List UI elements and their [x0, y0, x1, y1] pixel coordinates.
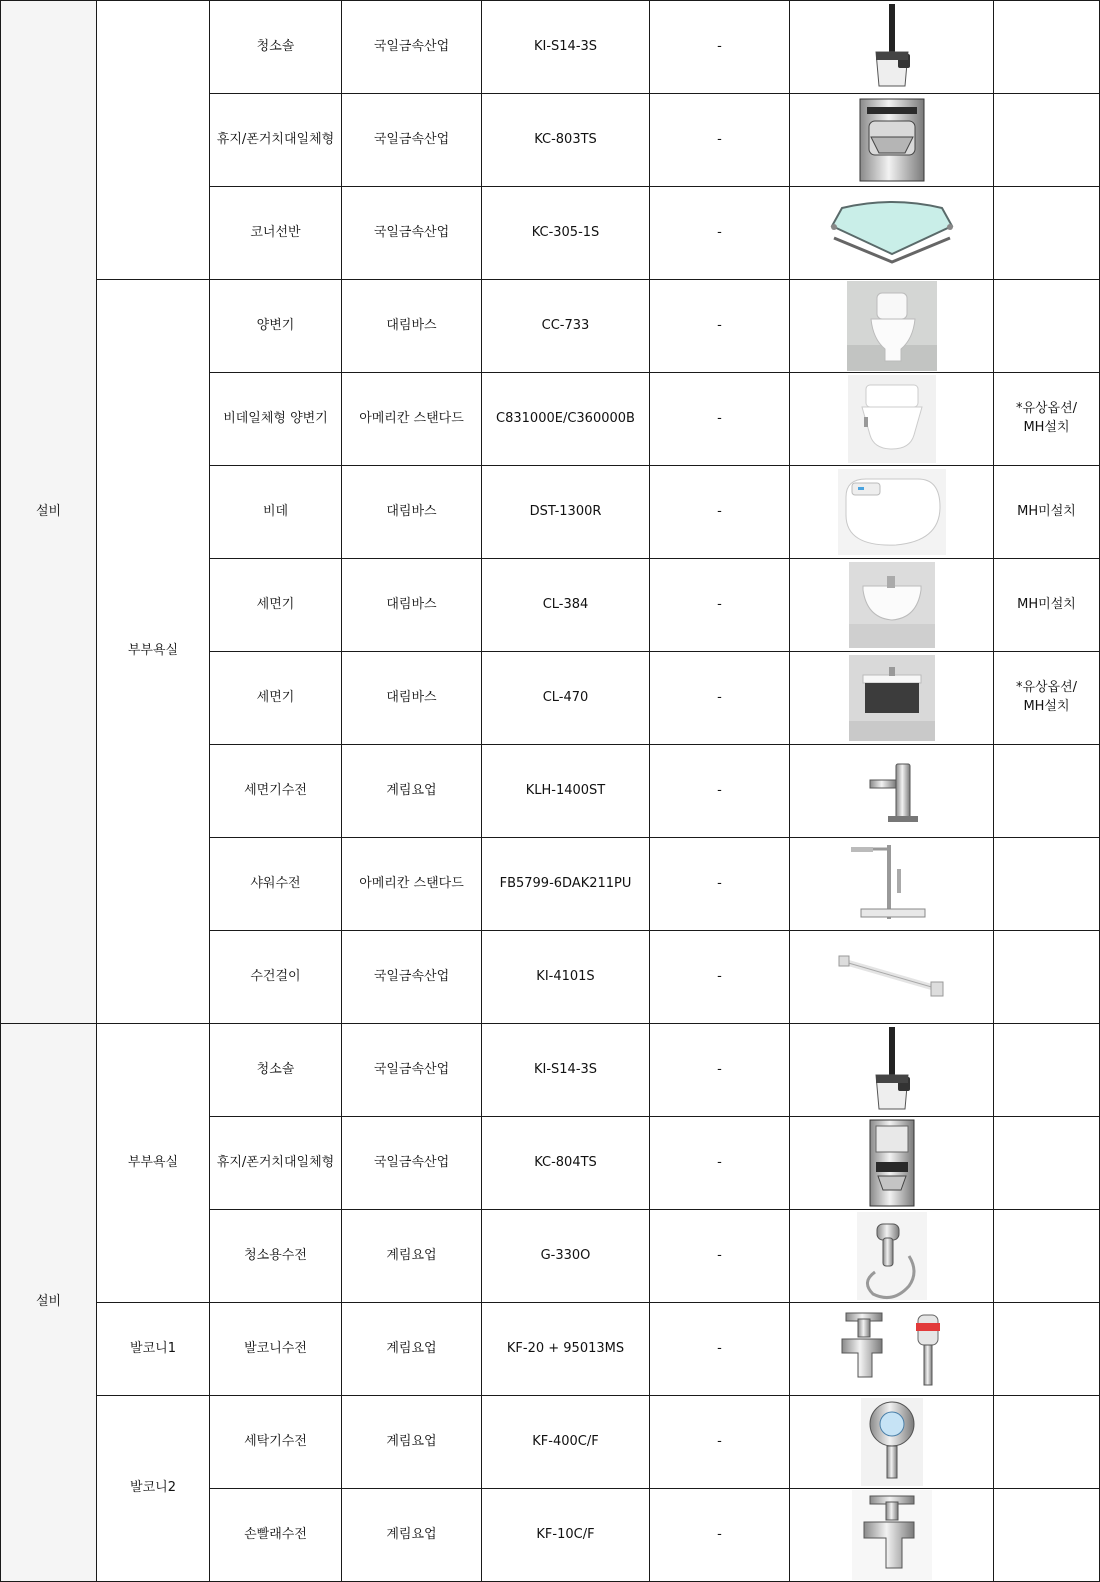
maker-cell	[342, 931, 482, 1024]
item-cell	[210, 559, 342, 652]
maker-cell	[342, 373, 482, 466]
model-cell	[482, 745, 650, 838]
item-cell	[210, 466, 342, 559]
model-cell-text: KF-20 + 95013MS	[506, 1340, 625, 1356]
note-cell	[994, 652, 1100, 745]
spec-cell	[650, 373, 790, 466]
note-cell-text: MH미설치	[1017, 503, 1076, 519]
maker-cell	[342, 745, 482, 838]
spec-cell	[650, 1, 790, 94]
item-cell-text: 발코니수전	[244, 1340, 307, 1356]
item-cell	[210, 1489, 342, 1582]
item-cell	[210, 187, 342, 280]
spec-cell	[650, 466, 790, 559]
note-cell	[994, 466, 1100, 559]
maker-cell	[342, 466, 482, 559]
spec-cell-text: -	[717, 224, 722, 240]
location-cell-text: 부부욕실	[127, 643, 179, 659]
item-cell-text: 손빨래수전	[244, 1526, 307, 1542]
item-cell-text: 휴지/폰거치대일체형	[216, 1154, 335, 1170]
balcony-faucet-image	[790, 1303, 993, 1395]
spec-cell	[650, 1303, 790, 1396]
washer-faucet-image	[790, 1396, 993, 1488]
maker-cell-text: 국일금속산업	[373, 38, 450, 54]
model-cell	[482, 838, 650, 931]
location-cell-text: 발코니1	[130, 1340, 176, 1356]
spec-cell	[650, 745, 790, 838]
maker-cell-text: 대림바스	[386, 317, 437, 333]
basin-faucet-image	[790, 745, 993, 837]
model-cell	[482, 652, 650, 745]
item-cell	[210, 1117, 342, 1210]
spec-cell-text: -	[717, 1247, 722, 1263]
spec-cell-text: -	[717, 503, 722, 519]
spec-cell-text: -	[717, 131, 722, 147]
note-cell	[994, 1024, 1100, 1117]
spec-cell	[650, 1210, 790, 1303]
spec-cell-text: -	[717, 689, 722, 705]
model-cell-text: KI-S14-3S	[533, 38, 598, 54]
item-cell	[210, 280, 342, 373]
spec-cell	[650, 838, 790, 931]
model-cell-text: KC-803TS	[534, 131, 597, 147]
item-cell	[210, 94, 342, 187]
table-row	[1, 280, 1100, 373]
image-cell	[790, 373, 994, 466]
vanity-basin-image	[790, 652, 993, 744]
model-cell-text: G-330O	[540, 1247, 591, 1263]
image-cell	[790, 1396, 994, 1489]
tissue-holder-phone-image	[790, 1117, 993, 1209]
spec-cell	[650, 94, 790, 187]
model-cell	[482, 466, 650, 559]
maker-cell	[342, 838, 482, 931]
model-cell-text: KI-4101S	[536, 968, 595, 984]
spec-cell	[650, 280, 790, 373]
item-cell-text: 양변기	[256, 317, 295, 333]
note-cell	[994, 187, 1100, 280]
category-cell	[1, 1, 97, 1024]
spec-cell-text: -	[717, 1154, 722, 1170]
maker-cell-text: 대림바스	[386, 596, 437, 612]
maker-cell-text: 계림요업	[386, 1247, 437, 1263]
location-cell	[97, 1, 210, 280]
maker-cell-text: 대림바스	[386, 689, 437, 705]
note-cell	[994, 745, 1100, 838]
maker-cell	[342, 559, 482, 652]
location-cell	[97, 1024, 210, 1303]
spec-cell-text: -	[717, 317, 722, 333]
shower-faucet-image	[790, 838, 993, 930]
model-cell-text: KC-305-1S	[531, 224, 600, 240]
image-cell	[790, 94, 994, 187]
model-cell-text: CC-733	[541, 317, 590, 333]
model-cell	[482, 1024, 650, 1117]
model-cell-text: KF-400C/F	[532, 1433, 599, 1449]
maker-cell-text: 계림요업	[386, 1526, 437, 1542]
maker-cell	[342, 652, 482, 745]
bidet-seat-image	[790, 466, 993, 558]
location-cell	[97, 280, 210, 1024]
model-cell-text: KF-10C/F	[536, 1526, 595, 1542]
item-cell-text: 샤워수전	[250, 875, 301, 891]
image-cell	[790, 1117, 994, 1210]
image-cell	[790, 1489, 994, 1582]
item-cell-text: 청소솔	[256, 38, 295, 54]
item-cell	[210, 652, 342, 745]
note-cell	[994, 1210, 1100, 1303]
image-cell	[790, 838, 994, 931]
category-cell	[1, 1024, 97, 1582]
maker-cell	[342, 1117, 482, 1210]
maker-cell	[342, 1396, 482, 1489]
maker-cell	[342, 1, 482, 94]
model-cell	[482, 931, 650, 1024]
image-cell	[790, 1210, 994, 1303]
handwash-faucet-image	[790, 1489, 993, 1581]
model-cell-text: KLH-1400ST	[525, 782, 606, 798]
category-cell-text: 설비	[35, 1294, 62, 1310]
bidet-toilet-image	[790, 373, 993, 465]
model-cell	[482, 280, 650, 373]
image-cell	[790, 466, 994, 559]
model-cell-text: KI-S14-3S	[533, 1061, 598, 1077]
model-cell	[482, 1117, 650, 1210]
note-cell	[994, 1396, 1100, 1489]
item-cell	[210, 838, 342, 931]
item-cell	[210, 931, 342, 1024]
item-cell	[210, 373, 342, 466]
item-cell	[210, 1210, 342, 1303]
table-row	[1, 1396, 1100, 1489]
model-cell-text: CL-384	[542, 596, 589, 612]
image-cell	[790, 1, 994, 94]
item-cell-text: 세탁기수전	[244, 1433, 307, 1449]
note-cell	[994, 280, 1100, 373]
item-cell-text: 휴지/폰거치대일체형	[216, 131, 335, 147]
model-cell	[482, 94, 650, 187]
spec-cell	[650, 1024, 790, 1117]
item-cell-text: 세면기	[256, 596, 295, 612]
item-cell	[210, 1, 342, 94]
table-row	[1, 1303, 1100, 1396]
corner-shelf-image	[790, 187, 993, 279]
spec-cell-text: -	[717, 968, 722, 984]
spec-cell-text: -	[717, 875, 722, 891]
item-cell	[210, 1303, 342, 1396]
maker-cell-text: 대림바스	[386, 503, 437, 519]
location-cell-text: 발코니2	[130, 1480, 176, 1496]
note-cell-text: MH미설치	[1017, 596, 1076, 612]
spec-cell-text: -	[717, 38, 722, 54]
towel-bar-image	[790, 931, 993, 1023]
maker-cell	[342, 280, 482, 373]
model-cell	[482, 1489, 650, 1582]
note-cell	[994, 373, 1100, 466]
spec-cell-text: -	[717, 1526, 722, 1542]
spec-cell	[650, 931, 790, 1024]
note-cell	[994, 1, 1100, 94]
model-cell	[482, 1303, 650, 1396]
maker-cell	[342, 187, 482, 280]
location-cell-text: 부부욕실	[127, 1154, 179, 1170]
note-cell	[994, 1489, 1100, 1582]
item-cell-text: 세면기수전	[244, 782, 307, 798]
spec-cell-text: -	[717, 1061, 722, 1077]
model-cell	[482, 1, 650, 94]
spec-cell	[650, 652, 790, 745]
maker-cell-text: 국일금속산업	[373, 131, 450, 147]
image-cell	[790, 280, 994, 373]
model-cell	[482, 1396, 650, 1489]
maker-cell	[342, 1024, 482, 1117]
location-cell	[97, 1303, 210, 1396]
model-cell-text: CL-470	[542, 689, 589, 705]
note-cell	[994, 1303, 1100, 1396]
table-row	[1, 1024, 1100, 1117]
image-cell	[790, 559, 994, 652]
model-cell	[482, 559, 650, 652]
toilet-brush-image	[790, 1024, 993, 1116]
maker-cell-text: 국일금속산업	[373, 1154, 450, 1170]
model-cell	[482, 187, 650, 280]
note-cell	[994, 559, 1100, 652]
wall-basin-image	[790, 559, 993, 651]
maker-cell-text: 계림요업	[386, 1340, 437, 1356]
spec-cell-text: -	[717, 782, 722, 798]
image-cell	[790, 931, 994, 1024]
spec-cell	[650, 1489, 790, 1582]
spec-cell	[650, 1117, 790, 1210]
maker-cell-text: 계림요업	[386, 782, 437, 798]
location-cell	[97, 1396, 210, 1582]
item-cell-text: 세면기	[256, 689, 295, 705]
maker-cell-text: 국일금속산업	[373, 1061, 450, 1077]
spec-cell	[650, 187, 790, 280]
maker-cell-text: 국일금속산업	[373, 968, 450, 984]
model-cell-text: C831000E/C360000B	[496, 410, 635, 426]
maker-cell-text: 아메리칸 스탠다드	[359, 410, 464, 426]
note-cell-text: *유상옵션/ MH설치	[1015, 680, 1078, 714]
spec-cell-text: -	[717, 596, 722, 612]
image-cell	[790, 652, 994, 745]
hand-sprayer-image	[790, 1210, 993, 1302]
model-cell-text: DST-1300R	[529, 503, 602, 519]
maker-cell	[342, 1489, 482, 1582]
image-cell	[790, 1303, 994, 1396]
spec-cell	[650, 1396, 790, 1489]
model-cell	[482, 1210, 650, 1303]
item-cell-text: 비데	[262, 503, 289, 519]
maker-cell	[342, 1303, 482, 1396]
item-cell-text: 청소용수전	[244, 1247, 307, 1263]
model-cell-text: FB5799-6DAK211PU	[499, 875, 632, 891]
spec-cell	[650, 559, 790, 652]
maker-cell-text: 국일금속산업	[373, 224, 450, 240]
item-cell-text: 청소솔	[256, 1061, 295, 1077]
table-row	[1, 1, 1100, 94]
toilet-image	[790, 280, 993, 372]
item-cell	[210, 1024, 342, 1117]
note-cell	[994, 838, 1100, 931]
spec-cell-text: -	[717, 1433, 722, 1449]
spec-cell-text: -	[717, 410, 722, 426]
category-cell-text: 설비	[35, 503, 62, 519]
note-cell	[994, 94, 1100, 187]
image-cell	[790, 187, 994, 280]
item-cell	[210, 1396, 342, 1489]
image-cell	[790, 1024, 994, 1117]
item-cell-text: 비데일체형 양변기	[223, 410, 328, 426]
item-cell-text: 수건걸이	[250, 968, 301, 984]
note-cell-text: *유상옵션/ MH설치	[1015, 401, 1078, 435]
image-cell	[790, 745, 994, 838]
toilet-brush-image	[790, 1, 993, 93]
spec-cell-text: -	[717, 1340, 722, 1356]
note-cell	[994, 1117, 1100, 1210]
item-cell	[210, 745, 342, 838]
maker-cell	[342, 94, 482, 187]
note-cell	[994, 931, 1100, 1024]
model-cell-text: KC-804TS	[534, 1154, 597, 1170]
maker-cell-text: 아메리칸 스탠다드	[359, 875, 464, 891]
maker-cell	[342, 1210, 482, 1303]
model-cell	[482, 373, 650, 466]
maker-cell-text: 계림요업	[386, 1433, 437, 1449]
tissue-holder-image	[790, 94, 993, 186]
item-cell-text: 코너선반	[250, 224, 301, 240]
